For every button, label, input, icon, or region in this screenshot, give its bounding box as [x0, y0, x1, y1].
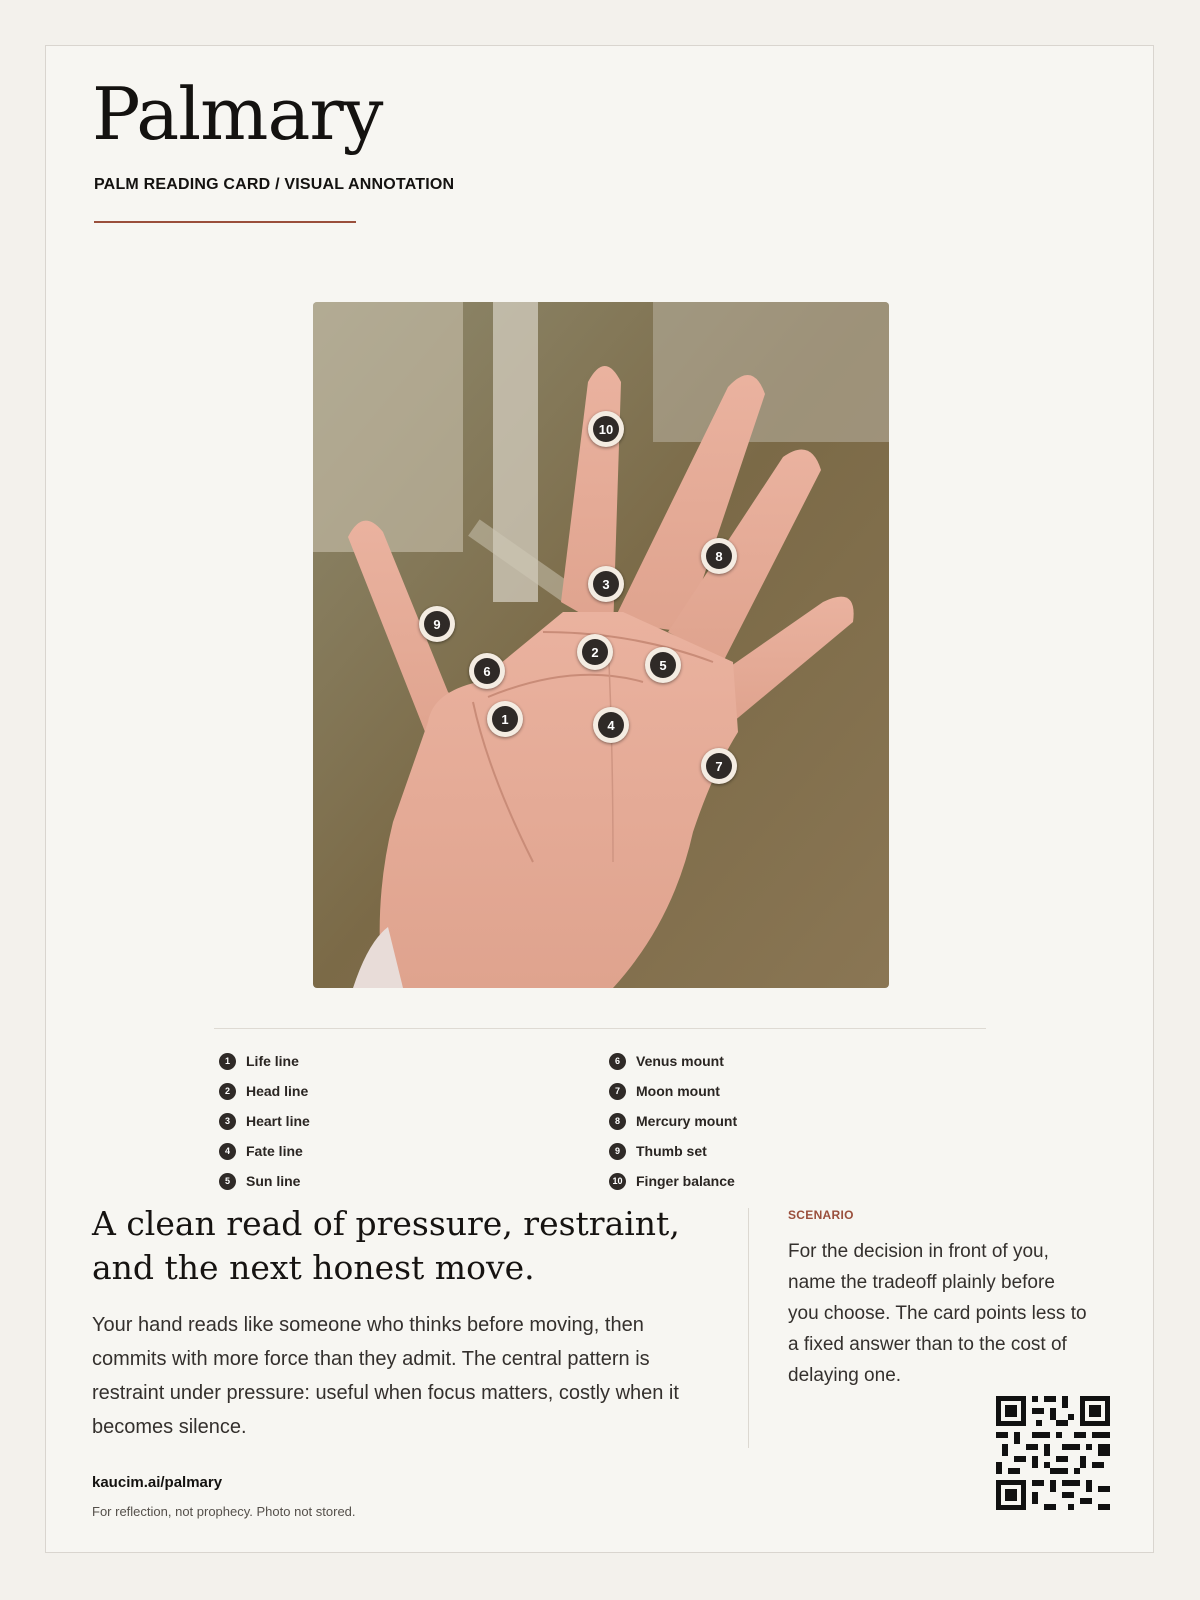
marker-number: 8: [706, 543, 732, 569]
column-divider: [748, 1208, 749, 1448]
marker-number: 4: [598, 712, 624, 738]
legend-label: Head line: [246, 1083, 309, 1099]
legend-item: [609, 1136, 737, 1166]
marker-number: 6: [474, 658, 500, 684]
legend-item: [609, 1046, 737, 1076]
marker-sun-line[interactable]: [645, 647, 681, 683]
marker-number: 2: [582, 639, 608, 665]
legend-label: Finger balance: [636, 1173, 735, 1189]
reading-card: [45, 45, 1154, 1553]
legend-number: 2: [219, 1083, 236, 1100]
legend-label: Mercury mount: [636, 1113, 738, 1129]
marker-moon-mount[interactable]: [701, 748, 737, 784]
marker-venus-mount[interactable]: [469, 653, 505, 689]
legend-label: Moon mount: [636, 1083, 720, 1099]
scenario-text: For the decision in front of you, name the tradeoff plainly before you choose. The card points less to a fixed answer than to the cost of delaying one.: [788, 1241, 1087, 1386]
legend-label: Life line: [246, 1053, 299, 1069]
legend-item: [219, 1106, 310, 1136]
marker-fate-line[interactable]: [593, 707, 629, 743]
accent-rule: [94, 221, 356, 223]
legend-item: [609, 1106, 737, 1136]
marker-number: 9: [424, 611, 450, 637]
legend-number: 8: [609, 1113, 626, 1130]
marker-heart-line[interactable]: [588, 566, 624, 602]
qr-code: [996, 1396, 1110, 1510]
legend-label: Venus mount: [636, 1053, 724, 1069]
legend-label: Thumb set: [636, 1143, 707, 1159]
legend-number: 7: [609, 1083, 626, 1100]
legend-number: 9: [609, 1143, 626, 1160]
legend-label: Heart line: [246, 1113, 310, 1129]
reading-body: Your hand reads like someone who thinks before moving, then commits with more force than they admit. The central pattern is restraint under pressure: useful when focus matters, costly when it becomes silence.: [92, 1314, 679, 1438]
legend-number: 4: [219, 1143, 236, 1160]
legend-label: Sun line: [246, 1173, 301, 1189]
legend-number: 5: [219, 1173, 236, 1190]
marker-thumb-set[interactable]: [419, 606, 455, 642]
legend-item: [219, 1136, 310, 1166]
legend-left: [219, 1046, 310, 1196]
legend-number: 6: [609, 1053, 626, 1070]
legend-item: [609, 1166, 737, 1196]
marker-finger-balance[interactable]: [588, 411, 624, 447]
legend-divider: [214, 1028, 986, 1029]
marker-head-line[interactable]: [577, 634, 613, 670]
legend-number: 10: [609, 1173, 626, 1190]
marker-number: 3: [593, 571, 619, 597]
qr-code-icon[interactable]: [996, 1396, 1110, 1510]
disclaimer: For reflection, not prophecy. Photo not stored.: [92, 1504, 356, 1519]
marker-life-line[interactable]: [487, 701, 523, 737]
legend-item: [609, 1076, 737, 1106]
marker-number: 5: [650, 652, 676, 678]
legend-number: 1: [219, 1053, 236, 1070]
marker-mercury-mount[interactable]: [701, 538, 737, 574]
legend-item: [219, 1046, 310, 1076]
page-subtitle: PALM READING CARD / VISUAL ANNOTATION: [94, 176, 455, 193]
reading-headline: A clean read of pressure, restraint, and the next honest move.: [92, 1204, 680, 1287]
legend-right: [609, 1046, 737, 1196]
scenario-label: SCENARIO: [788, 1208, 854, 1222]
palm-photo: [313, 302, 889, 988]
legend-number: 3: [219, 1113, 236, 1130]
marker-number: 10: [593, 416, 619, 442]
site-link[interactable]: kaucim.ai/palmary: [92, 1474, 223, 1491]
legend-item: [219, 1076, 310, 1106]
legend-item: [219, 1166, 310, 1196]
legend-label: Fate line: [246, 1143, 303, 1159]
page-title: Palmary: [92, 72, 383, 156]
marker-number: 7: [706, 753, 732, 779]
marker-number: 1: [492, 706, 518, 732]
